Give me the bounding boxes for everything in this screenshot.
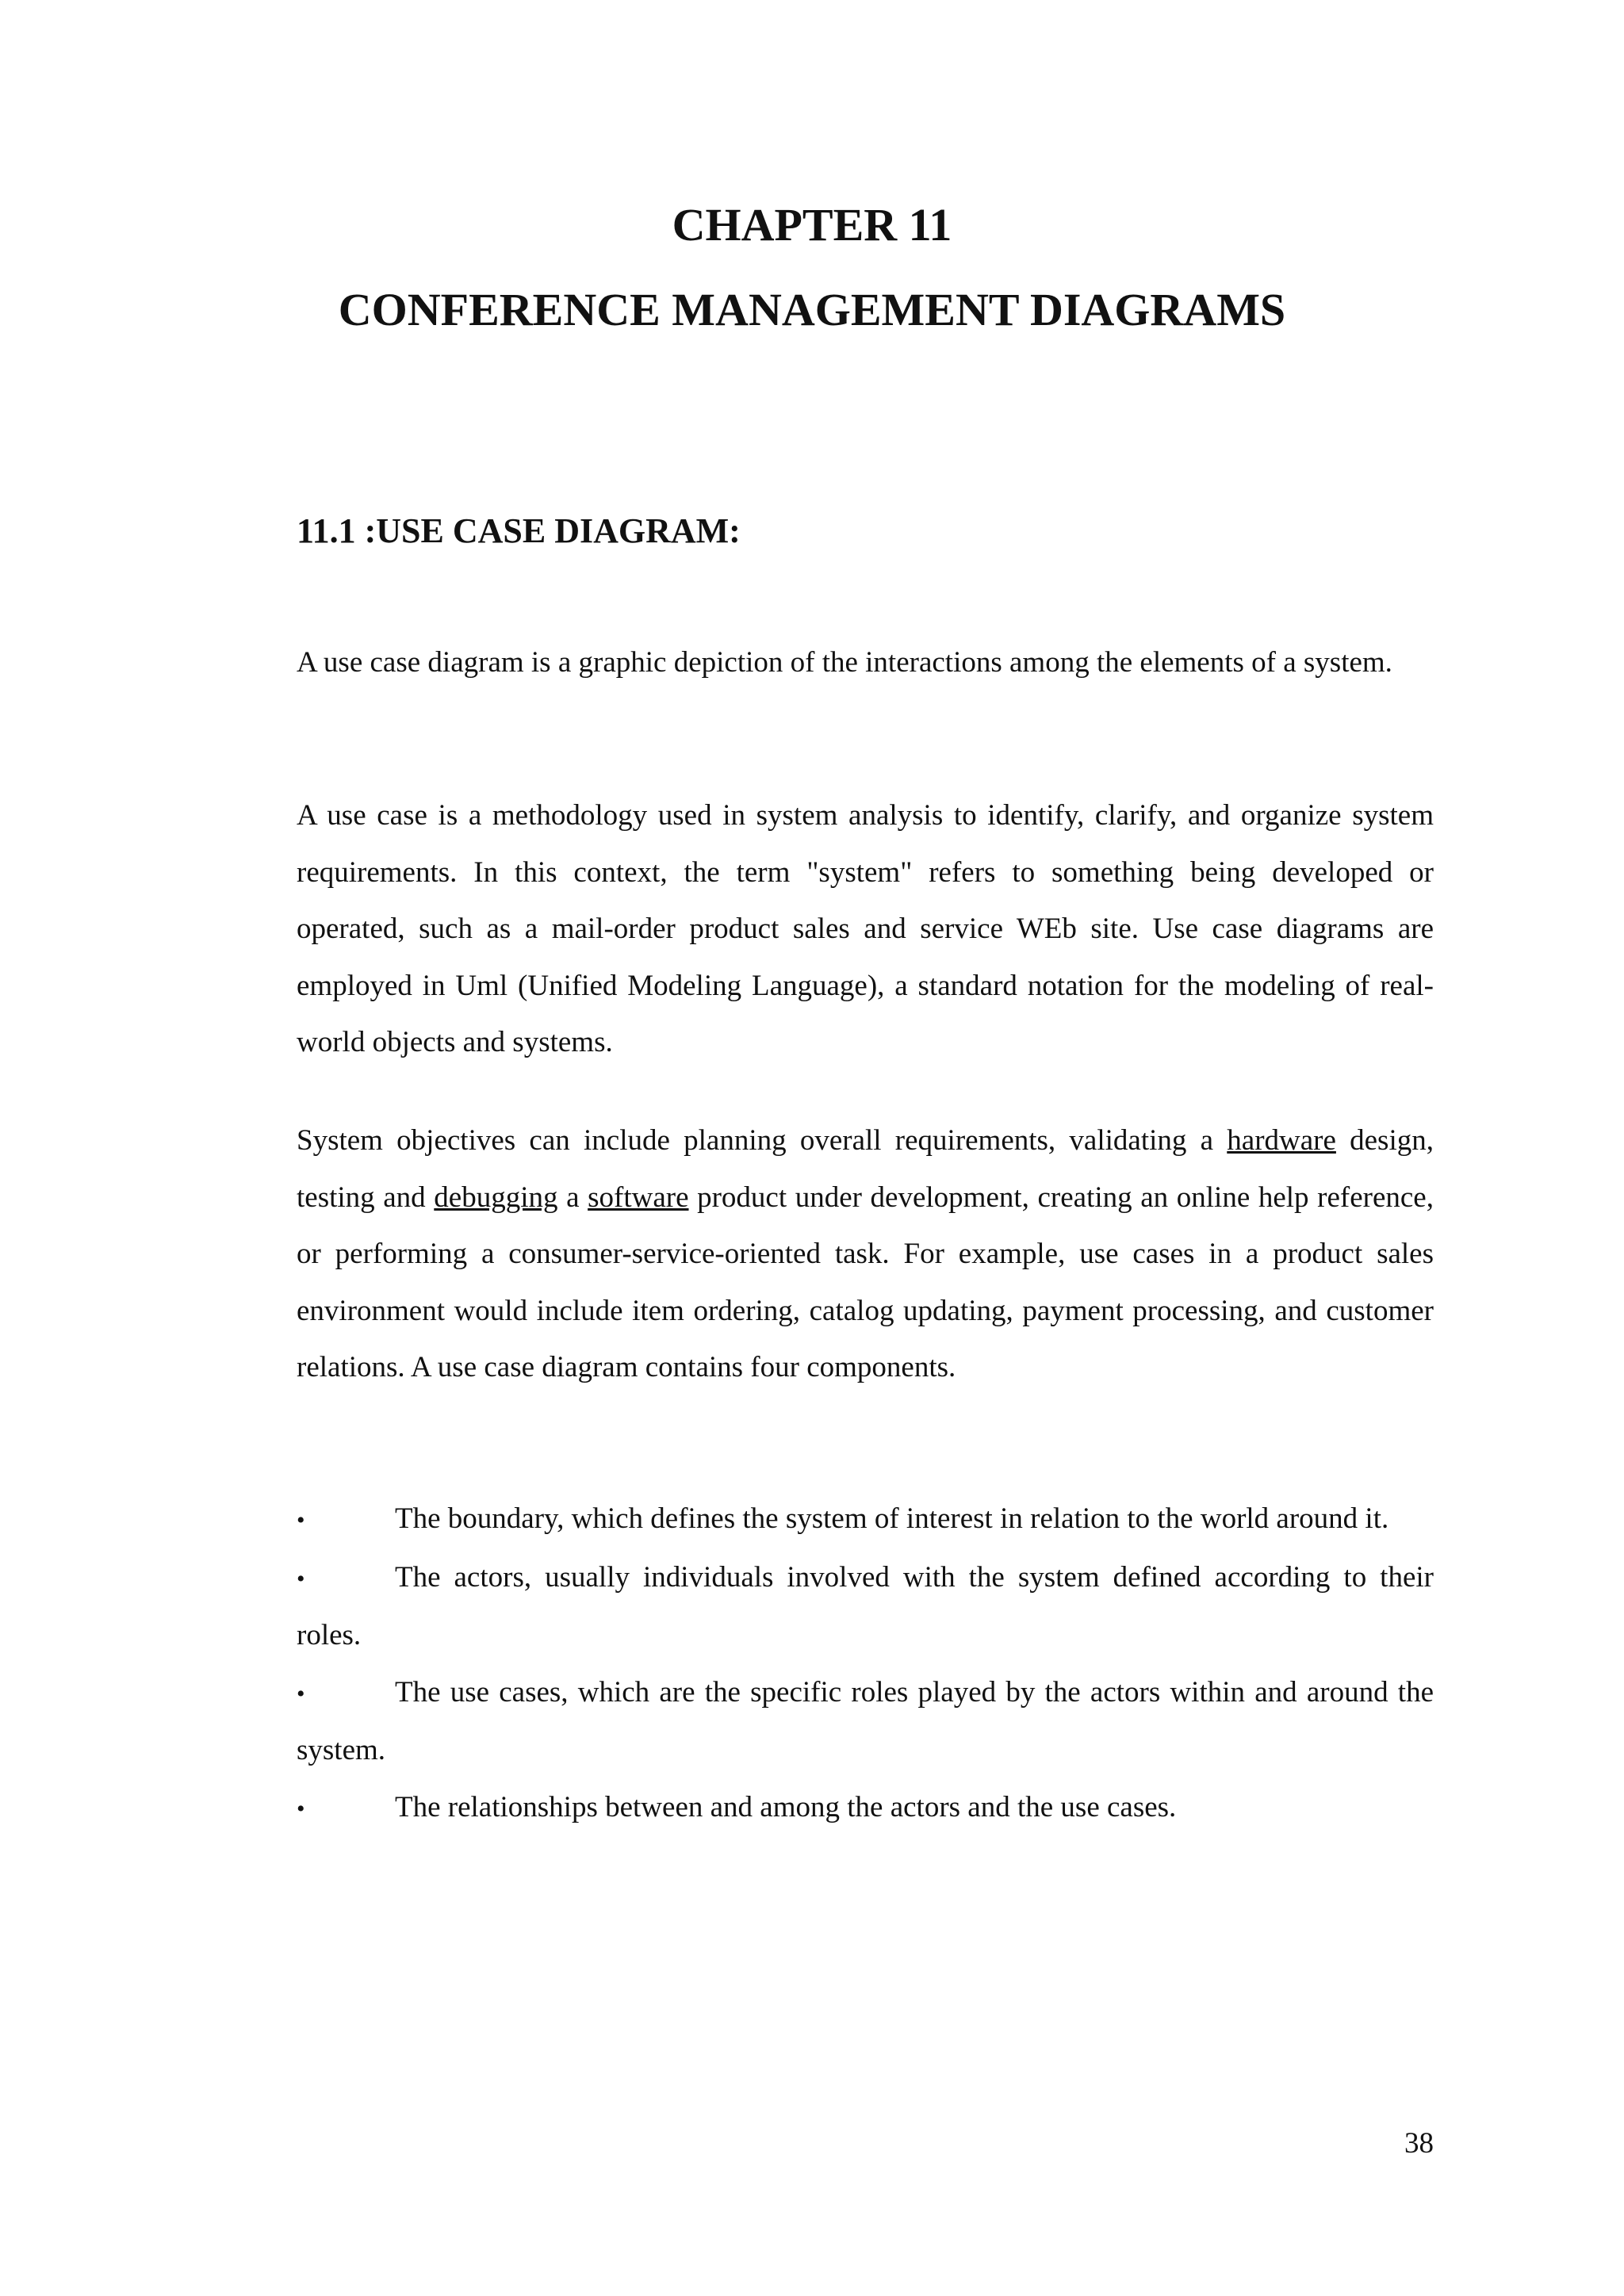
list-item: [297, 1664, 1434, 1779]
components-list: [297, 1490, 1434, 1837]
hardware-link[interactable]: hardware: [1227, 1124, 1336, 1157]
paragraph-definition: A use case diagram is a graphic depiction of the interactions among the elements of a system.: [297, 646, 1392, 679]
list-item: [297, 1779, 1434, 1838]
bullet-icon: •: [297, 1565, 305, 1592]
paragraph-objectives-text-2: design, testing and: [297, 1124, 1434, 1214]
paragraph-objectives-text-1: System objectives can include planning overall requirements, validating a: [297, 1124, 1228, 1157]
list-item-text: The boundary, which defines the system of interest in relation to the world around it.: [395, 1502, 1389, 1535]
bullet-icon: •: [297, 1795, 305, 1822]
bullet-icon: •: [297, 1507, 305, 1533]
paragraph-objectives-text-4: product under development, creating an online help reference, or performing a consumer-service-oriented task. For example, use cases in a product sales environment would include item ordering, catalog updating, payment processing, and customer relations. A use case diagram contains four components.: [297, 1181, 1434, 1383]
bullet-icon: •: [297, 1680, 305, 1707]
software-link[interactable]: software: [588, 1181, 689, 1214]
paragraph-methodology: A use case is a methodology used in system analysis to identify, clarify, and organize system requirements. In this context, the term "system" refers to something being developed or operated, such as a mail-order product sales and service WEb site. Use case diagrams are employed in Uml (Unified Modeling Language), a standard notation for the modeling of real-world objects and systems.: [297, 799, 1434, 1058]
list-item: [297, 1490, 1434, 1549]
list-item: [297, 1549, 1434, 1664]
chapter-subtitle: CONFERENCE MANAGEMENT DIAGRAMS: [338, 284, 1286, 335]
list-item-text: The relationships between and among the actors and the use cases.: [395, 1790, 1177, 1823]
list-item-text: The actors, usually individuals involved with the system defined according to their roles.: [297, 1560, 1434, 1651]
page-number: 38: [1404, 2127, 1434, 2160]
debugging-link[interactable]: debugging: [434, 1181, 558, 1214]
paragraph-objectives-text-3: a: [557, 1181, 588, 1214]
paragraph-objectives: [297, 1112, 1434, 1396]
list-item-text: The use cases, which are the specific roles played by the actors within and around the system.: [297, 1675, 1434, 1766]
chapter-title: CHAPTER 11: [672, 199, 952, 251]
section-heading: 11.1 :USE CASE DIAGRAM:: [297, 511, 741, 550]
